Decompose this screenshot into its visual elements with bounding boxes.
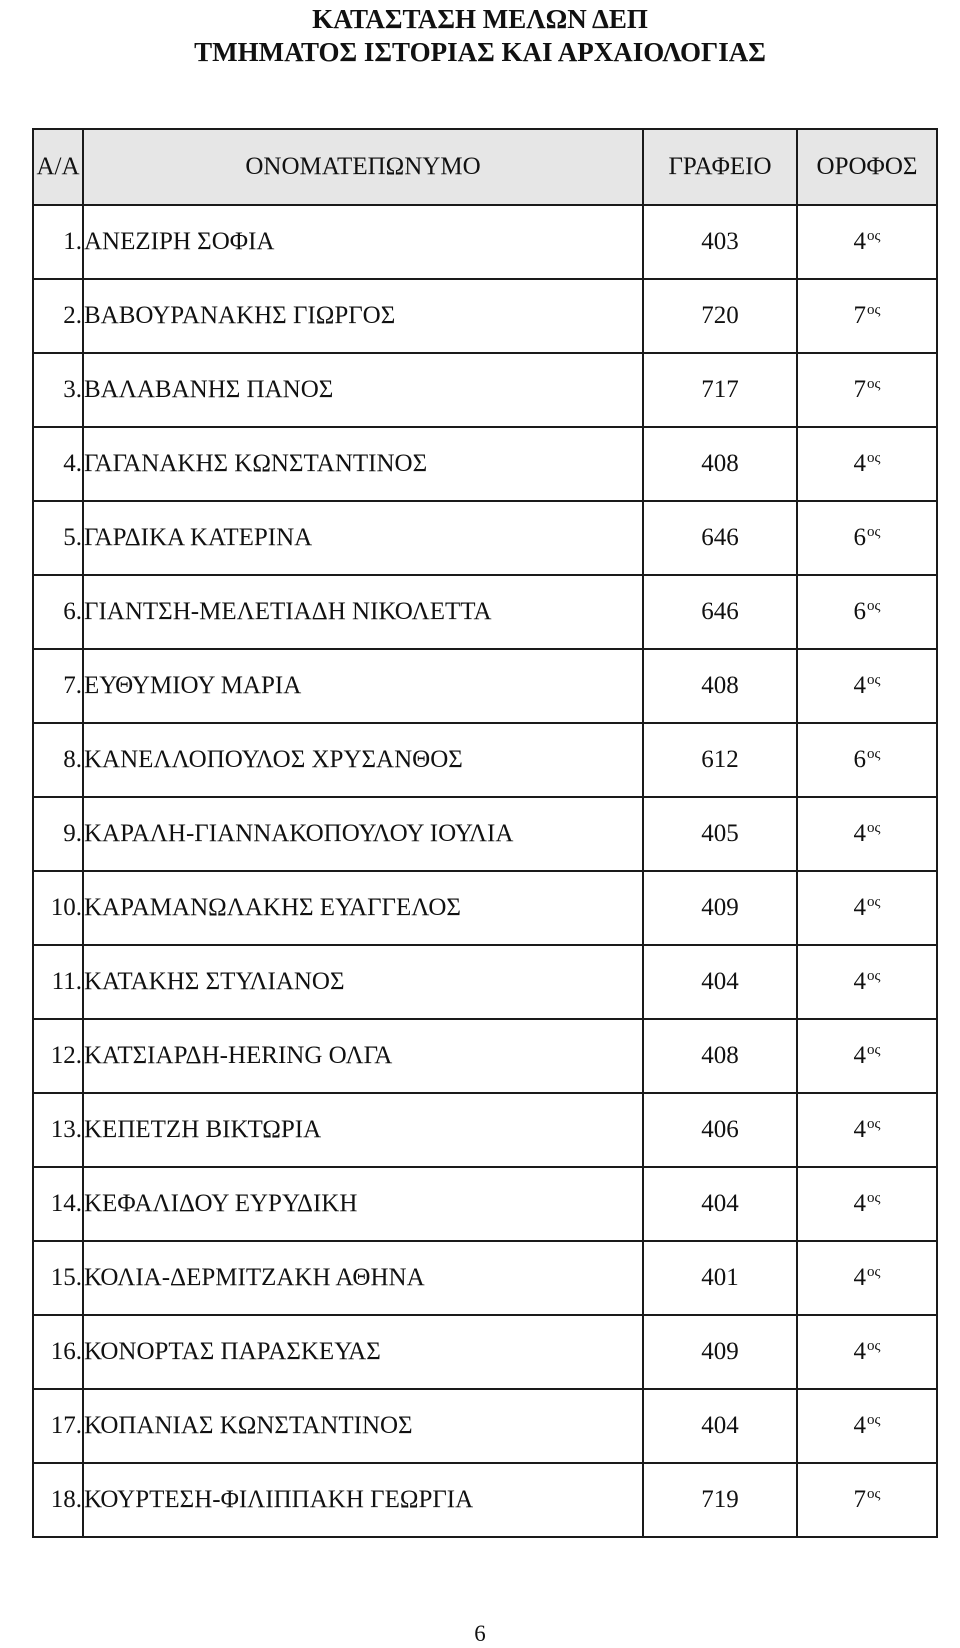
page-number: 6 xyxy=(474,1621,486,1646)
office-number: 403 xyxy=(643,205,797,279)
row-number: 14. xyxy=(33,1167,83,1241)
row-number: 15. xyxy=(33,1241,83,1315)
floor-ordinal-suffix: ος xyxy=(867,1042,881,1058)
floor-ordinal-suffix: ος xyxy=(867,1338,881,1354)
floor-cell xyxy=(797,1241,937,1315)
office-number: 646 xyxy=(643,575,797,649)
member-name: ΚΑΡΑΜΑΝΩΛΑΚΗΣ ΕΥΑΓΓΕΛΟΣ xyxy=(83,871,643,945)
floor-ordinal-suffix: ος xyxy=(867,524,881,540)
floor-ordinal-suffix: ος xyxy=(867,968,881,984)
floor-number: 4 xyxy=(853,894,867,921)
member-name: ΓΙΑΝΤΣΗ-ΜΕΛΕΤΙΑΔΗ ΝΙΚΟΛΕΤΤΑ xyxy=(83,575,643,649)
header-floor: ΟΡΟΦΟΣ xyxy=(797,129,937,205)
office-number: 409 xyxy=(643,871,797,945)
floor-cell xyxy=(797,649,937,723)
row-number: 2. xyxy=(33,279,83,353)
member-name: ΚΑΝΕΛΛΟΠΟΥΛΟΣ ΧΡΥΣΑΝΘΟΣ xyxy=(83,723,643,797)
member-name: ΓΑΡΔΙΚΑ ΚΑΤΕΡΙΝΑ xyxy=(83,501,643,575)
table-row xyxy=(33,871,937,945)
office-number: 408 xyxy=(643,649,797,723)
floor-cell xyxy=(797,1463,937,1537)
floor-ordinal-suffix: ος xyxy=(867,672,881,688)
floor-number: 4 xyxy=(853,1190,867,1217)
title-line-1: ΚΑΤΑΣΤΑΣΗ ΜΕΛΩΝ ΔΕΠ xyxy=(312,4,648,34)
floor-ordinal-suffix: ος xyxy=(867,1190,881,1206)
row-number: 1. xyxy=(33,205,83,279)
floor-ordinal-suffix: ος xyxy=(867,302,881,318)
member-name: ΓΑΓΑΝΑΚΗΣ ΚΩΝΣΤΑΝΤΙΝΟΣ xyxy=(83,427,643,501)
floor-cell xyxy=(797,945,937,1019)
staff-table xyxy=(32,128,938,1538)
floor-ordinal-suffix: ος xyxy=(867,228,881,244)
row-number: 6. xyxy=(33,575,83,649)
row-number: 9. xyxy=(33,797,83,871)
table-row xyxy=(33,1019,937,1093)
floor-number: 6 xyxy=(853,524,867,551)
member-name: ΕΥΘΥΜΙΟΥ ΜΑΡΙΑ xyxy=(83,649,643,723)
office-number: 404 xyxy=(643,945,797,1019)
office-number: 408 xyxy=(643,427,797,501)
floor-number: 4 xyxy=(853,672,867,699)
row-number: 8. xyxy=(33,723,83,797)
office-number: 409 xyxy=(643,1315,797,1389)
member-name: ΚΑΤΣΙΑΡΔΗ-HERING ΟΛΓΑ xyxy=(83,1019,643,1093)
floor-cell xyxy=(797,1389,937,1463)
member-name: ΚΟΠΑΝΙΑΣ ΚΩΝΣΤΑΝΤΙΝΟΣ xyxy=(83,1389,643,1463)
floor-number: 4 xyxy=(853,820,867,847)
office-number: 404 xyxy=(643,1389,797,1463)
floor-number: 7 xyxy=(853,376,867,403)
table-row xyxy=(33,1463,937,1537)
member-name: ΚΟΝΟΡΤΑΣ ΠΑΡΑΣΚΕΥΑΣ xyxy=(83,1315,643,1389)
floor-ordinal-suffix: ος xyxy=(867,746,881,762)
member-name: ΚΟΛΙΑ-ΔΕΡΜΙΤΖΑΚΗ ΑΘΗΝΑ xyxy=(83,1241,643,1315)
table-row xyxy=(33,1167,937,1241)
floor-cell xyxy=(797,501,937,575)
floor-cell xyxy=(797,353,937,427)
office-number: 717 xyxy=(643,353,797,427)
row-number: 16. xyxy=(33,1315,83,1389)
floor-ordinal-suffix: ος xyxy=(867,376,881,392)
member-name: ΚΕΦΑΛΙΔΟΥ ΕΥΡΥΔΙΚΗ xyxy=(83,1167,643,1241)
floor-cell xyxy=(797,1093,937,1167)
table-row xyxy=(33,1389,937,1463)
table-row xyxy=(33,279,937,353)
floor-cell xyxy=(797,427,937,501)
member-name: ΚΑΤΑΚΗΣ ΣΤΥΛΙΑΝΟΣ xyxy=(83,945,643,1019)
table-row xyxy=(33,1315,937,1389)
row-number: 12. xyxy=(33,1019,83,1093)
table-row xyxy=(33,427,937,501)
floor-ordinal-suffix: ος xyxy=(867,1116,881,1132)
member-name: ΒΑΛΑΒΑΝΗΣ ΠΑΝΟΣ xyxy=(83,353,643,427)
floor-ordinal-suffix: ος xyxy=(867,894,881,910)
table-row xyxy=(33,649,937,723)
floor-cell xyxy=(797,1167,937,1241)
floor-cell xyxy=(797,279,937,353)
floor-ordinal-suffix: ος xyxy=(867,598,881,614)
floor-number: 6 xyxy=(853,598,867,625)
table-row xyxy=(33,575,937,649)
member-name: ΚΑΡΑΛΗ-ΓΙΑΝΝΑΚΟΠΟΥΛΟΥ ΙΟΥΛΙΑ xyxy=(83,797,643,871)
floor-number: 4 xyxy=(853,1264,867,1291)
table-row xyxy=(33,1241,937,1315)
floor-cell xyxy=(797,1315,937,1389)
floor-number: 4 xyxy=(853,450,867,477)
floor-number: 4 xyxy=(853,1042,867,1069)
table-row xyxy=(33,205,937,279)
floor-ordinal-suffix: ος xyxy=(867,450,881,466)
floor-ordinal-suffix: ος xyxy=(867,1412,881,1428)
floor-ordinal-suffix: ος xyxy=(867,820,881,836)
floor-number: 7 xyxy=(853,1486,867,1513)
member-name: ΒΑΒΟΥΡΑΝΑΚΗΣ ΓΙΩΡΓΟΣ xyxy=(83,279,643,353)
office-number: 408 xyxy=(643,1019,797,1093)
floor-ordinal-suffix: ος xyxy=(867,1264,881,1280)
office-number: 719 xyxy=(643,1463,797,1537)
floor-cell xyxy=(797,871,937,945)
header-row xyxy=(33,129,937,205)
floor-number: 6 xyxy=(853,746,867,773)
title-line-2: ΤΜΗΜΑΤΟΣ ΙΣΤΟΡΙΑΣ ΚΑΙ ΑΡΧΑΙΟΛΟΓΙΑΣ xyxy=(194,37,766,67)
table-row xyxy=(33,797,937,871)
floor-cell xyxy=(797,797,937,871)
row-number: 4. xyxy=(33,427,83,501)
header-aa: Α/Α xyxy=(33,129,83,205)
row-number: 13. xyxy=(33,1093,83,1167)
header-name: ΟΝΟΜΑΤΕΠΩΝΥΜΟ xyxy=(83,129,643,205)
floor-number: 4 xyxy=(853,1412,867,1439)
floor-number: 4 xyxy=(853,1116,867,1143)
member-name: ΚΕΠΕΤΖΗ ΒΙΚΤΩΡΙΑ xyxy=(83,1093,643,1167)
table-row xyxy=(33,353,937,427)
floor-number: 4 xyxy=(853,228,867,255)
floor-cell xyxy=(797,575,937,649)
floor-number: 4 xyxy=(853,1338,867,1365)
office-number: 720 xyxy=(643,279,797,353)
table-header xyxy=(33,129,937,205)
office-number: 612 xyxy=(643,723,797,797)
row-number: 7. xyxy=(33,649,83,723)
row-number: 17. xyxy=(33,1389,83,1463)
office-number: 401 xyxy=(643,1241,797,1315)
table-row xyxy=(33,945,937,1019)
office-number: 406 xyxy=(643,1093,797,1167)
member-name: ΑΝΕΖΙΡΗ ΣΟΦΙΑ xyxy=(83,205,643,279)
row-number: 5. xyxy=(33,501,83,575)
floor-ordinal-suffix: ος xyxy=(867,1486,881,1502)
office-number: 404 xyxy=(643,1167,797,1241)
table-row xyxy=(33,1093,937,1167)
member-name: ΚΟΥΡΤΕΣΗ-ΦΙΛΙΠΠΑΚΗ ΓΕΩΡΓΙΑ xyxy=(83,1463,643,1537)
table-row xyxy=(33,723,937,797)
table-body xyxy=(33,205,937,1537)
header-office: ΓΡΑΦΕΙΟ xyxy=(643,129,797,205)
floor-cell xyxy=(797,1019,937,1093)
floor-cell xyxy=(797,723,937,797)
row-number: 10. xyxy=(33,871,83,945)
floor-number: 4 xyxy=(853,968,867,995)
row-number: 18. xyxy=(33,1463,83,1537)
office-number: 405 xyxy=(643,797,797,871)
floor-cell xyxy=(797,205,937,279)
row-number: 3. xyxy=(33,353,83,427)
office-number: 646 xyxy=(643,501,797,575)
floor-number: 7 xyxy=(853,302,867,329)
table-row xyxy=(33,501,937,575)
row-number: 11. xyxy=(33,945,83,1019)
